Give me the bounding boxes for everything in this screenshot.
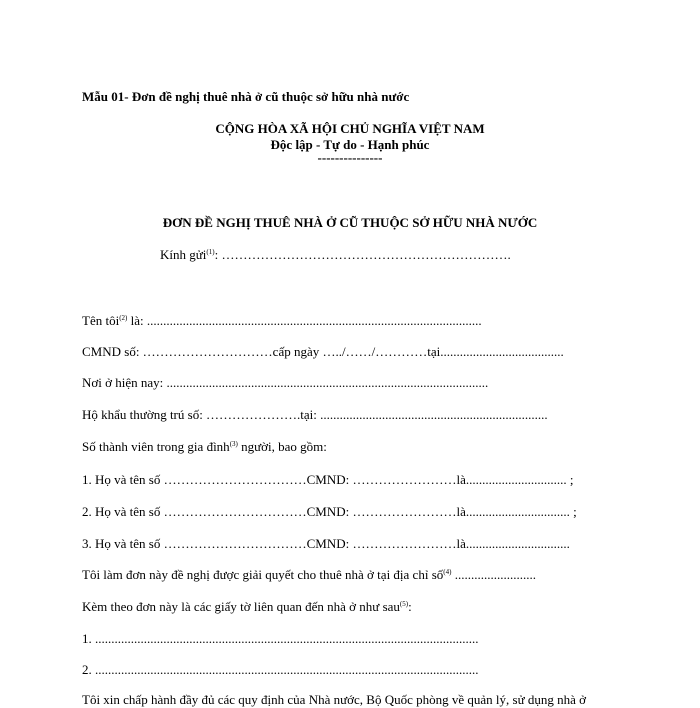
country-name: CỘNG HÒA XÃ HỘI CHỦ NGHĨA VIỆT NAM	[215, 121, 485, 136]
name-label: Tên tôi	[82, 313, 120, 328]
rental-request-field	[82, 567, 536, 583]
rental-request-label: Tôi làm đơn này đề nghị được giải quyết cho thuê nhà ở tại địa chỉ số	[82, 567, 444, 582]
document-title: ĐƠN ĐỀ NGHỊ THUÊ NHÀ Ở CŨ THUỘC SỞ HỮU NHÀ NƯỚC	[162, 215, 538, 230]
attachments-label: Kèm theo đơn này là các giấy tờ liên quan đến nhà ở như sau	[82, 599, 400, 614]
commitment-text: Tôi xin chấp hành đầy đủ các quy định của Nhà nước, Bộ Quốc phòng về quản lý, sử dụng nhà ở	[82, 692, 587, 707]
current-residence-field: Nơi ở hiện nay: ...................................................................................................	[82, 375, 489, 390]
national-motto: Độc lập - Tự do - Hạnh phúc	[270, 137, 430, 152]
footnote-3: (3)	[229, 440, 238, 448]
footnote-5: (5)	[399, 600, 409, 608]
footnote-1: (1)	[206, 248, 215, 256]
recipient-line	[160, 247, 511, 263]
rental-request-dots: .........................	[451, 567, 536, 582]
footnote-2: (2)	[119, 314, 128, 322]
member-row: 2. Họ và tên số ……………………………CMND: ……………………là................................ ;	[82, 504, 577, 519]
recipient-label: Kính gửi	[160, 247, 207, 262]
attachments-field	[82, 599, 412, 615]
family-members-field	[82, 439, 327, 455]
recipient-value: : ………………………………………………………….	[214, 247, 511, 262]
form-code: Mẫu 01- Đơn đề nghị thuê nhà ở cũ thuộc sở hữu nhà nước	[82, 89, 410, 104]
header-divider: ---------------	[317, 150, 383, 165]
footnote-4: (4)	[443, 568, 452, 576]
attachments-rest: :	[408, 599, 412, 614]
attachment-item: 2. ......................................................................................................................	[82, 662, 479, 677]
family-members-label: Số thành viên trong gia đình	[82, 439, 230, 454]
id-card-field: CMND số: …………………………cấp ngày …../……/…………tại......................................	[82, 344, 564, 359]
member-row: 3. Họ và tên số ……………………………CMND: ……………………là................................	[82, 536, 570, 551]
household-registration-field: Hộ khẩu thường trú số: ………………….tại: ......................................................................	[82, 407, 548, 422]
name-field	[82, 313, 482, 329]
family-members-rest: người, bao gồm:	[237, 439, 327, 454]
member-row: 1. Họ và tên số ……………………………CMND: ……………………là............................... ;	[82, 472, 574, 487]
attachment-item: 1. ......................................................................................................................	[82, 631, 479, 646]
name-dots: là: .......................................................................................................	[127, 313, 482, 328]
